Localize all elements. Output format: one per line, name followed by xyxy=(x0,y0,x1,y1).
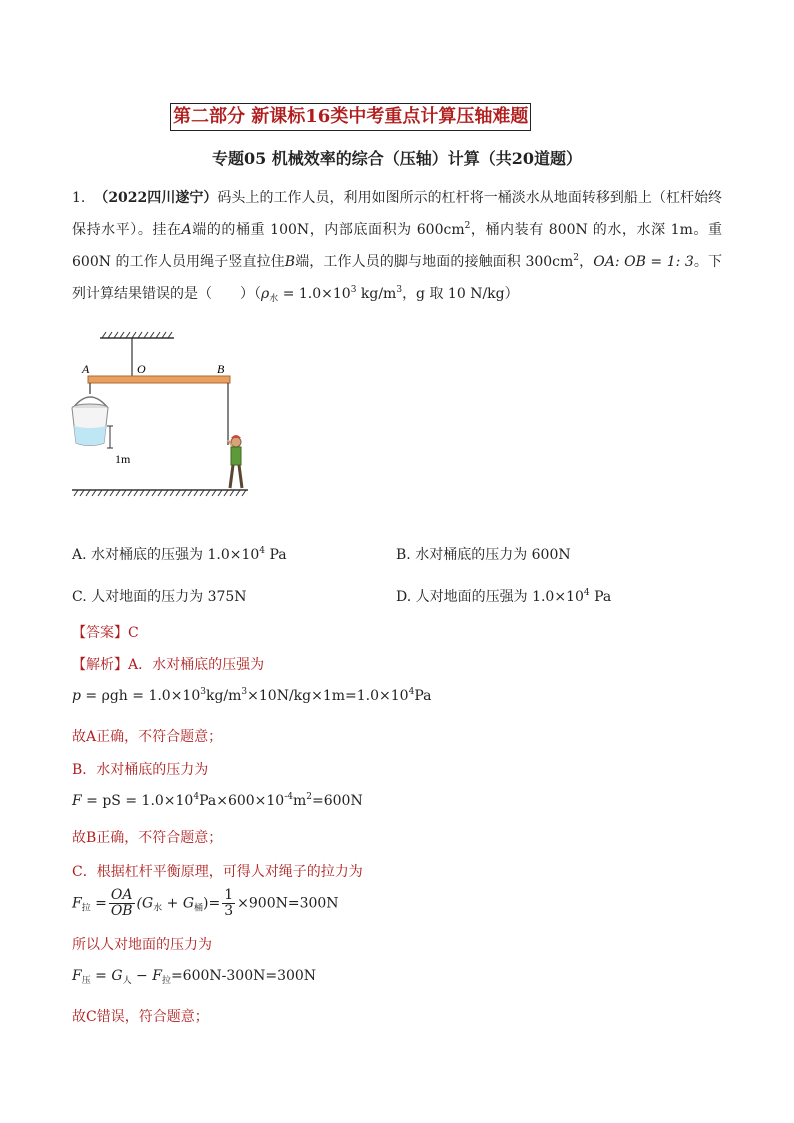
rho-value: = 1.0×10 xyxy=(278,286,351,302)
option-a-text: A. 水对桶底的压强为 1.0×10 xyxy=(72,547,260,563)
ratio: OA: OB = 1: 3 xyxy=(593,254,694,270)
eq-a-lhs: p xyxy=(72,688,81,704)
eq-c2-fsub: 压 xyxy=(81,976,91,986)
topic-title: 专题05 机械效率的综合（压轴）计算（共20道题） xyxy=(211,149,583,168)
analysis-c-intro: C．根据杠杆平衡原理，可得人对绳子的拉力为 xyxy=(72,864,363,880)
fraction-one-third xyxy=(222,888,235,919)
question-text-1: 码头上的工作人员，利用如图所示的杠杆将一桶淡水从地面转移到船上（杠杆始终保持水平）。挂在 xyxy=(72,190,722,238)
eq-a-2: kg/m xyxy=(205,688,242,704)
analysis-a-text: A．水对桶底的压强为 xyxy=(128,657,265,673)
eq-c2-2: − F xyxy=(131,968,162,984)
analysis-b-conclusion: 故B正确，不符合题意； xyxy=(72,830,223,846)
rho-unit-exp: 3 xyxy=(396,285,403,295)
eq-a-1: = ρgh = 1.0×10 xyxy=(80,688,201,704)
question-text-6: 。下列计算结果错误的是（ ）（ xyxy=(72,254,723,302)
rho-symbol: ρ xyxy=(261,286,270,302)
question-text xyxy=(72,182,722,310)
lever-bar xyxy=(88,376,230,383)
ground xyxy=(72,490,248,496)
eq-b-exp2: -4 xyxy=(284,792,293,802)
point-a-ref: A xyxy=(181,222,192,238)
eq-b-2: Pa×600×10 xyxy=(199,793,285,809)
option-c: C. 人对地面的压力为 375N xyxy=(72,589,247,605)
frac2-den: 3 xyxy=(224,903,234,919)
eq-c2-3: =600N-300N=300N xyxy=(170,968,317,984)
question-text-3: ，桶内装有 800N 的水，水深 1m。重 600N 的工作人员用绳子竖直拉住 xyxy=(72,222,722,270)
eq-a-3: ×10N/kg×1m=1.0×10 xyxy=(247,688,409,704)
frac-num: OA xyxy=(110,887,133,903)
eq-b-1: = pS = 1.0×10 xyxy=(81,793,194,809)
eq-b-4: =600N xyxy=(312,793,363,809)
eq-b-exp3: 2 xyxy=(306,792,313,802)
question-number: 1. xyxy=(72,190,86,206)
depth-marker xyxy=(107,426,113,448)
question-text-4: 端，工作人员的脚与地面的接触面积 300cm xyxy=(295,254,574,270)
eq-c-f: F xyxy=(72,895,82,912)
eq-c2-1: = G xyxy=(90,968,123,984)
part-title: 第二部分 新课标16类中考重点计算压轴难题 xyxy=(170,103,531,131)
option-a xyxy=(72,544,287,564)
question-text-5: ， xyxy=(579,254,594,270)
eq-c-plus: + G xyxy=(162,895,195,912)
analysis-c-conclusion: 故C错误，符合题意； xyxy=(72,1009,209,1025)
equation-pressure xyxy=(72,688,431,704)
option-d-text: D. 人对地面的压强为 1.0×10 xyxy=(396,589,584,605)
option-d xyxy=(396,586,611,606)
rho-exp: 3 xyxy=(350,285,357,295)
sq-exp-2: 2 xyxy=(573,253,580,263)
bucket xyxy=(72,397,108,446)
answer-label: 【答案】C xyxy=(72,625,139,641)
eq-b-3: m xyxy=(293,793,307,809)
eq-c-fsub: 拉 xyxy=(81,903,91,914)
equation-force xyxy=(72,793,363,809)
rho-unit: kg/m xyxy=(356,286,397,302)
eq-a-exp2: 3 xyxy=(241,687,248,697)
analysis-label: 【解析】 xyxy=(72,657,128,673)
label-a: A xyxy=(82,362,90,376)
eq-a-exp1: 3 xyxy=(200,687,206,697)
frac2-num: 1 xyxy=(224,887,234,903)
eq-a-4: Pa xyxy=(414,688,432,704)
eq-c2-fsub2: 拉 xyxy=(161,976,171,986)
eq-c-g2: 桶 xyxy=(194,903,204,914)
option-a-unit: Pa xyxy=(265,547,287,563)
label-o: O xyxy=(137,362,146,376)
frac-den: OB xyxy=(110,903,133,919)
worker-figure xyxy=(228,435,242,488)
eq-c2-gsub: 人 xyxy=(122,976,132,986)
analysis-c-line2: 所以人对地面的压力为 xyxy=(72,937,212,953)
eq-c2-f: F xyxy=(72,968,82,984)
equation-lever: $F_拉$ = $\frac{OA}{OB}$ $(G_水 + G_桶)=$ $\frac{1}{3}$ ×900N=300N xyxy=(72,887,339,919)
option-a-exp: 4 xyxy=(259,546,266,556)
option-b: B. 水对桶底的压力为 600N xyxy=(396,547,571,563)
question-source: （2022四川遂宁） xyxy=(94,190,218,206)
analysis-a-intro xyxy=(72,654,264,674)
option-d-unit: Pa xyxy=(589,589,612,605)
ceiling-support xyxy=(100,332,174,338)
sq-exp-1: 2 xyxy=(464,221,471,231)
eq-c-g1: 水 xyxy=(153,903,163,914)
depth-label: 1m xyxy=(115,452,131,466)
eq-c-close: )= xyxy=(203,895,221,912)
analysis-a-conclusion: 故A正确，不符合题意； xyxy=(72,729,223,745)
option-d-exp: 4 xyxy=(583,588,590,598)
eq-b-lhs: F xyxy=(72,793,82,809)
eq-c-tail: ×900N=300N xyxy=(237,895,339,912)
eq-b-exp1: 4 xyxy=(193,792,200,802)
question-text-2: 端的的桶重 100N，内部底面积为 600cm xyxy=(191,222,465,238)
point-b-ref: B xyxy=(284,254,296,270)
lever-diagram xyxy=(62,328,262,498)
analysis-b-intro: B．水对桶底的压力为 xyxy=(72,762,209,778)
equation-ground-force xyxy=(72,968,316,984)
eq-a-exp3: 4 xyxy=(408,687,415,697)
rho-sub: 水 xyxy=(269,294,279,304)
question-text-7: ，g 取 10 N/kg） xyxy=(402,286,519,302)
fraction-oa-ob xyxy=(109,888,135,919)
label-b: B xyxy=(217,362,225,376)
eq-c-mid: (G xyxy=(136,895,154,912)
